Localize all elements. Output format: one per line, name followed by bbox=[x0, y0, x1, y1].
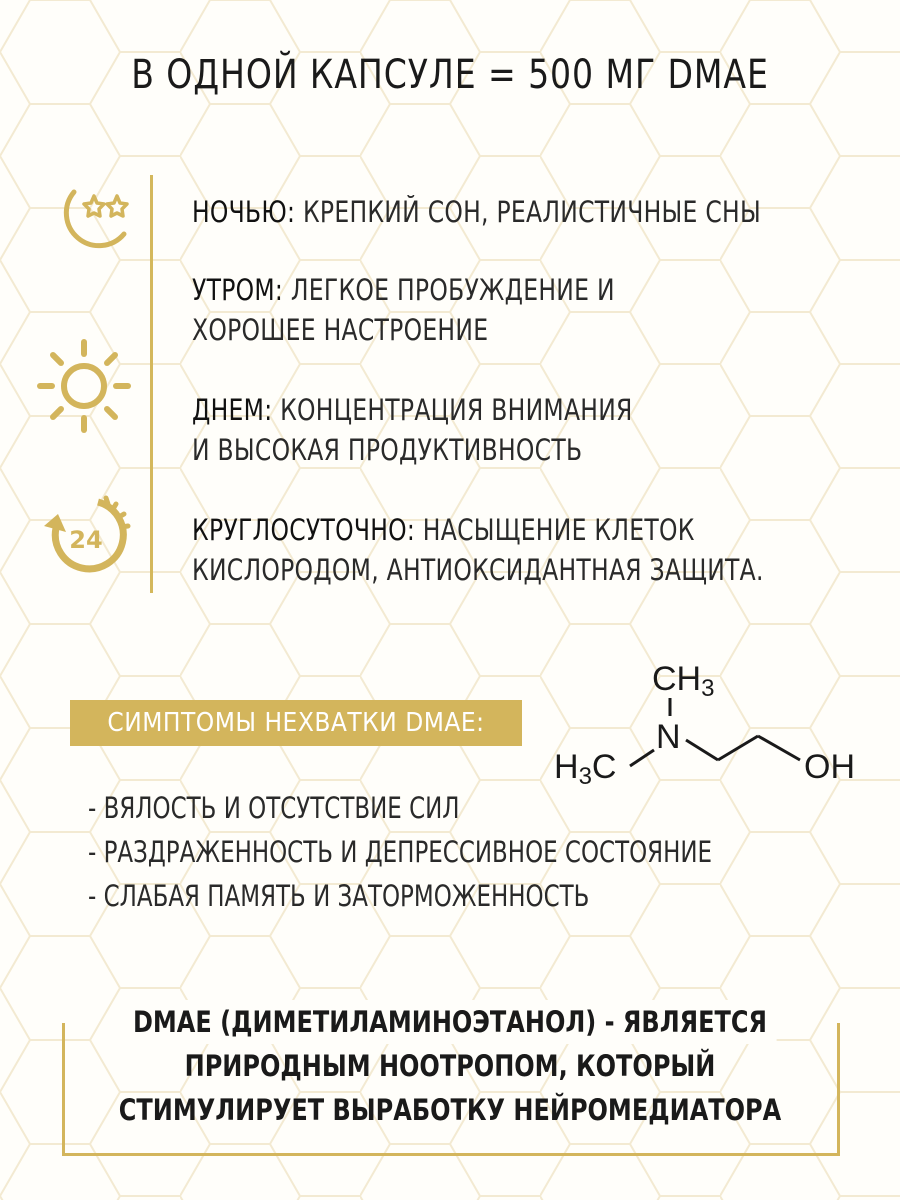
benefit-label: КРУГЛОСУТОЧНО: bbox=[192, 513, 416, 547]
gold-divider-line bbox=[150, 175, 153, 593]
benefit-label: УТРОМ: bbox=[192, 273, 284, 307]
benefit-text: КИСЛОРОДОМ, АНТИОКСИДАНТНАЯ ЗАЩИТА. bbox=[192, 553, 764, 587]
benefit-label: ДНЕМ: bbox=[192, 393, 273, 427]
benefit-allday bbox=[192, 510, 813, 590]
dmae-molecule-diagram bbox=[548, 648, 878, 798]
description-line-wrap bbox=[91, 1000, 809, 1044]
sun-icon bbox=[36, 338, 132, 434]
svg-text:H3C: H3C bbox=[554, 748, 617, 790]
svg-text:CH3: CH3 bbox=[652, 660, 715, 702]
benefit-label: НОЧЬЮ: bbox=[192, 195, 296, 229]
benefit-text: КРЕПКИЙ СОН, РЕАЛИСТИЧНЫЕ СНЫ bbox=[302, 195, 761, 229]
description-line: ПРИРОДНЫМ НООТРОПОМ, КОТОРЫЙ bbox=[184, 1049, 716, 1083]
benefit-text: ХОРОШЕЕ НАСТРОЕНИЕ bbox=[192, 313, 489, 347]
24-hours-icon bbox=[36, 488, 132, 584]
moon-stars-icon bbox=[44, 182, 134, 262]
benefit-day bbox=[192, 390, 813, 470]
24-label: 24 bbox=[69, 526, 103, 554]
benefit-text: И ВЫСОКАЯ ПРОДУКТИВНОСТЬ bbox=[192, 433, 583, 467]
benefit-night bbox=[192, 192, 813, 232]
list-item: - РАЗДРАЖЕННОСТЬ И ДЕПРЕССИВНОЕ СОСТОЯНИЕ bbox=[88, 830, 712, 874]
page-title: В ОДНОЙ КАПСУЛЕ = 500 МГ DMAE bbox=[131, 52, 769, 98]
list-item: - ВЯЛОСТЬ И ОТСУТСТВИЕ СИЛ bbox=[88, 786, 712, 830]
benefit-morning bbox=[192, 270, 813, 350]
hydroxyl-group: OH bbox=[804, 748, 855, 786]
benefit-text: КОНЦЕНТРАЦИЯ ВНИМАНИЯ bbox=[280, 393, 633, 427]
description-line: СТИМУЛИРУЕТ ВЫРАБОТКУ НЕЙРОМЕДИАТОРА bbox=[118, 1093, 782, 1127]
dmae-description bbox=[91, 1000, 809, 1132]
list-item: - СЛАБАЯ ПАМЯТЬ И ЗАТОРМОЖЕННОСТЬ bbox=[88, 874, 712, 918]
description-line: DMAE (ДИМЕТИЛАМИНОЭТАНОЛ) - ЯВЛЯЕТСЯ bbox=[124, 1000, 776, 1044]
nitrogen-atom: N bbox=[656, 718, 681, 756]
symptoms-list bbox=[88, 786, 712, 918]
benefit-text: НАСЫЩЕНИЕ КЛЕТОК bbox=[422, 513, 695, 547]
benefit-text: ЛЕГКОЕ ПРОБУЖДЕНИЕ И bbox=[290, 273, 615, 307]
ch3-top: CH bbox=[652, 660, 702, 698]
symptoms-title-badge: СИМПТОМЫ НЕХВАТКИ DMAE: bbox=[70, 700, 522, 746]
